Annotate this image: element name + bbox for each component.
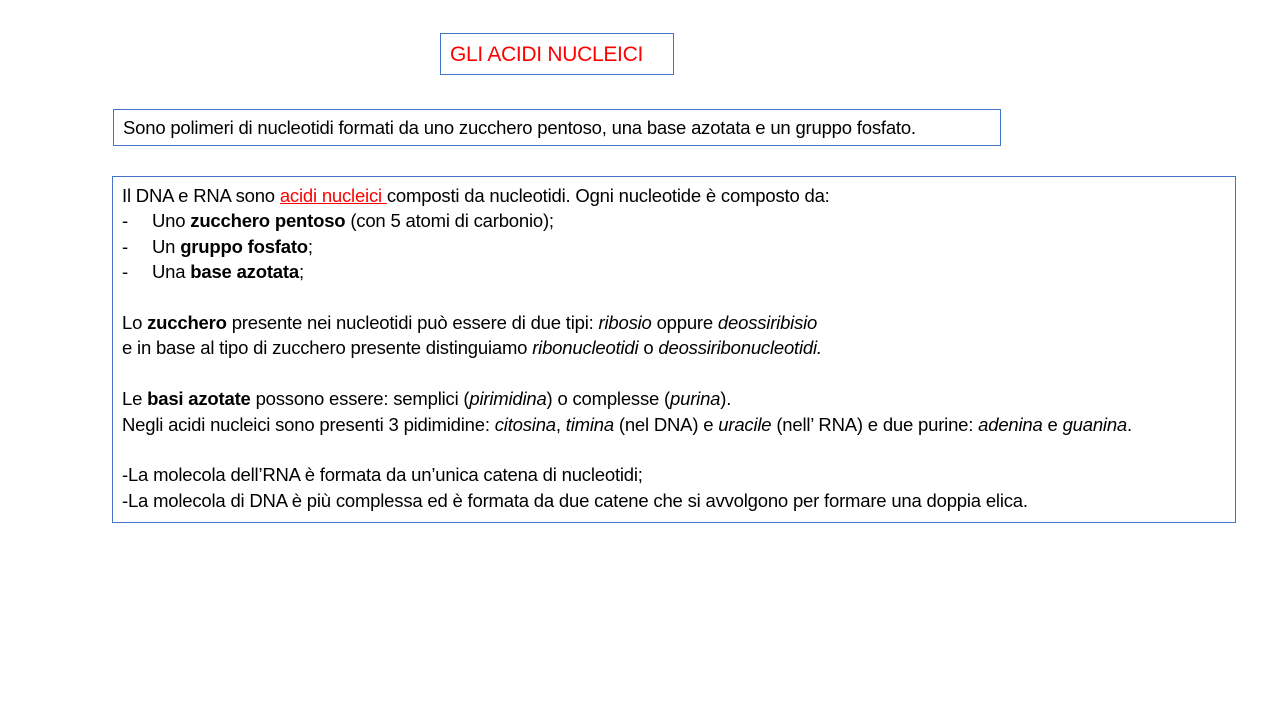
sugar-line bbox=[122, 310, 1235, 335]
italic-term: citosina bbox=[494, 413, 556, 435]
bullet-dash: - bbox=[122, 261, 128, 283]
blank-line bbox=[122, 361, 1235, 386]
rna-line: -La molecola dell’RNA è formata da un’unica catena di nucleotidi; bbox=[122, 464, 643, 486]
text-segment: Un bbox=[152, 235, 181, 257]
text-segment: possono essere: semplici ( bbox=[250, 388, 470, 410]
text-segment: oppure bbox=[651, 311, 718, 333]
italic-term: deossiribisio bbox=[717, 311, 818, 333]
italic-term: uracile bbox=[718, 413, 772, 435]
text-segment: ). bbox=[720, 388, 732, 410]
italic-term: guanina bbox=[1062, 413, 1128, 435]
dna-line: -La molecola di DNA è più complessa ed è formata da due catene che si avvolgono per formare una doppia elica. bbox=[122, 489, 1028, 511]
bases-line bbox=[122, 386, 1235, 411]
text-segment: o bbox=[638, 337, 659, 359]
text-segment: e in base al tipo di zucchero presente distinguiamo bbox=[122, 337, 533, 359]
blank-line bbox=[122, 437, 1235, 462]
nucleotide-intro-line bbox=[122, 183, 1235, 208]
text-segment: ; bbox=[307, 235, 313, 257]
intro-text: Sono polimeri di nucleotidi formati da uno zucchero pentoso, una base azotata e un gruppo fosfato. bbox=[123, 117, 916, 138]
text-segment: (nel DNA) e bbox=[613, 413, 719, 435]
text-segment: ; bbox=[298, 261, 304, 283]
text-segment: . bbox=[1127, 413, 1132, 435]
bullet-dash: - bbox=[122, 235, 128, 257]
italic-term: adenina bbox=[978, 413, 1043, 435]
bases-line-2 bbox=[122, 412, 1235, 437]
main-content-box bbox=[112, 176, 1236, 523]
text-segment: , bbox=[555, 413, 566, 435]
title-box bbox=[440, 33, 674, 75]
text-segment: Una bbox=[152, 261, 191, 283]
text-segment: (con 5 atomi di carbonio); bbox=[345, 210, 554, 232]
italic-term: pirimidina bbox=[469, 388, 547, 410]
page-title: GLI ACIDI NUCLEICI bbox=[450, 43, 643, 66]
text-segment: (nell’ RNA) e due purine: bbox=[771, 413, 979, 435]
text-segment: e bbox=[1042, 413, 1063, 435]
text-segment: Lo bbox=[122, 311, 148, 333]
italic-term: purina bbox=[670, 388, 721, 410]
italic-term: deossiribonucleotidi. bbox=[658, 337, 822, 359]
blank-line bbox=[122, 285, 1235, 310]
italic-term: ribosio bbox=[598, 311, 652, 333]
bold-term: zucchero bbox=[147, 311, 227, 333]
list-item bbox=[122, 234, 1235, 259]
bold-term: zucchero pentoso bbox=[190, 210, 346, 232]
text-segment: presente nei nucleotidi può essere di due tipi: bbox=[226, 311, 599, 333]
intro-box bbox=[113, 109, 1001, 146]
bold-term: basi azotate bbox=[147, 388, 251, 410]
italic-term: timina bbox=[565, 413, 614, 435]
sugar-line-2 bbox=[122, 335, 1235, 360]
text-segment: Uno bbox=[152, 210, 191, 232]
list-item bbox=[122, 208, 1235, 233]
italic-term: ribonucleotidi bbox=[532, 337, 639, 359]
text-segment: ) o complesse ( bbox=[546, 388, 671, 410]
text-segment: Negli acidi nucleici sono presenti 3 pidimidine: bbox=[122, 413, 495, 435]
text-segment: Le bbox=[122, 388, 148, 410]
acidi-nucleici-link[interactable]: acidi nucleici bbox=[279, 185, 387, 206]
bullet-dash: - bbox=[122, 210, 128, 232]
text-segment: Il DNA e RNA sono bbox=[122, 185, 280, 206]
text-segment: composti da nucleotidi. Ogni nucleotide è composto da: bbox=[386, 185, 830, 206]
bold-term: base azotata bbox=[190, 261, 299, 283]
list-item bbox=[122, 259, 1235, 284]
bold-term: gruppo fosfato bbox=[180, 235, 308, 257]
